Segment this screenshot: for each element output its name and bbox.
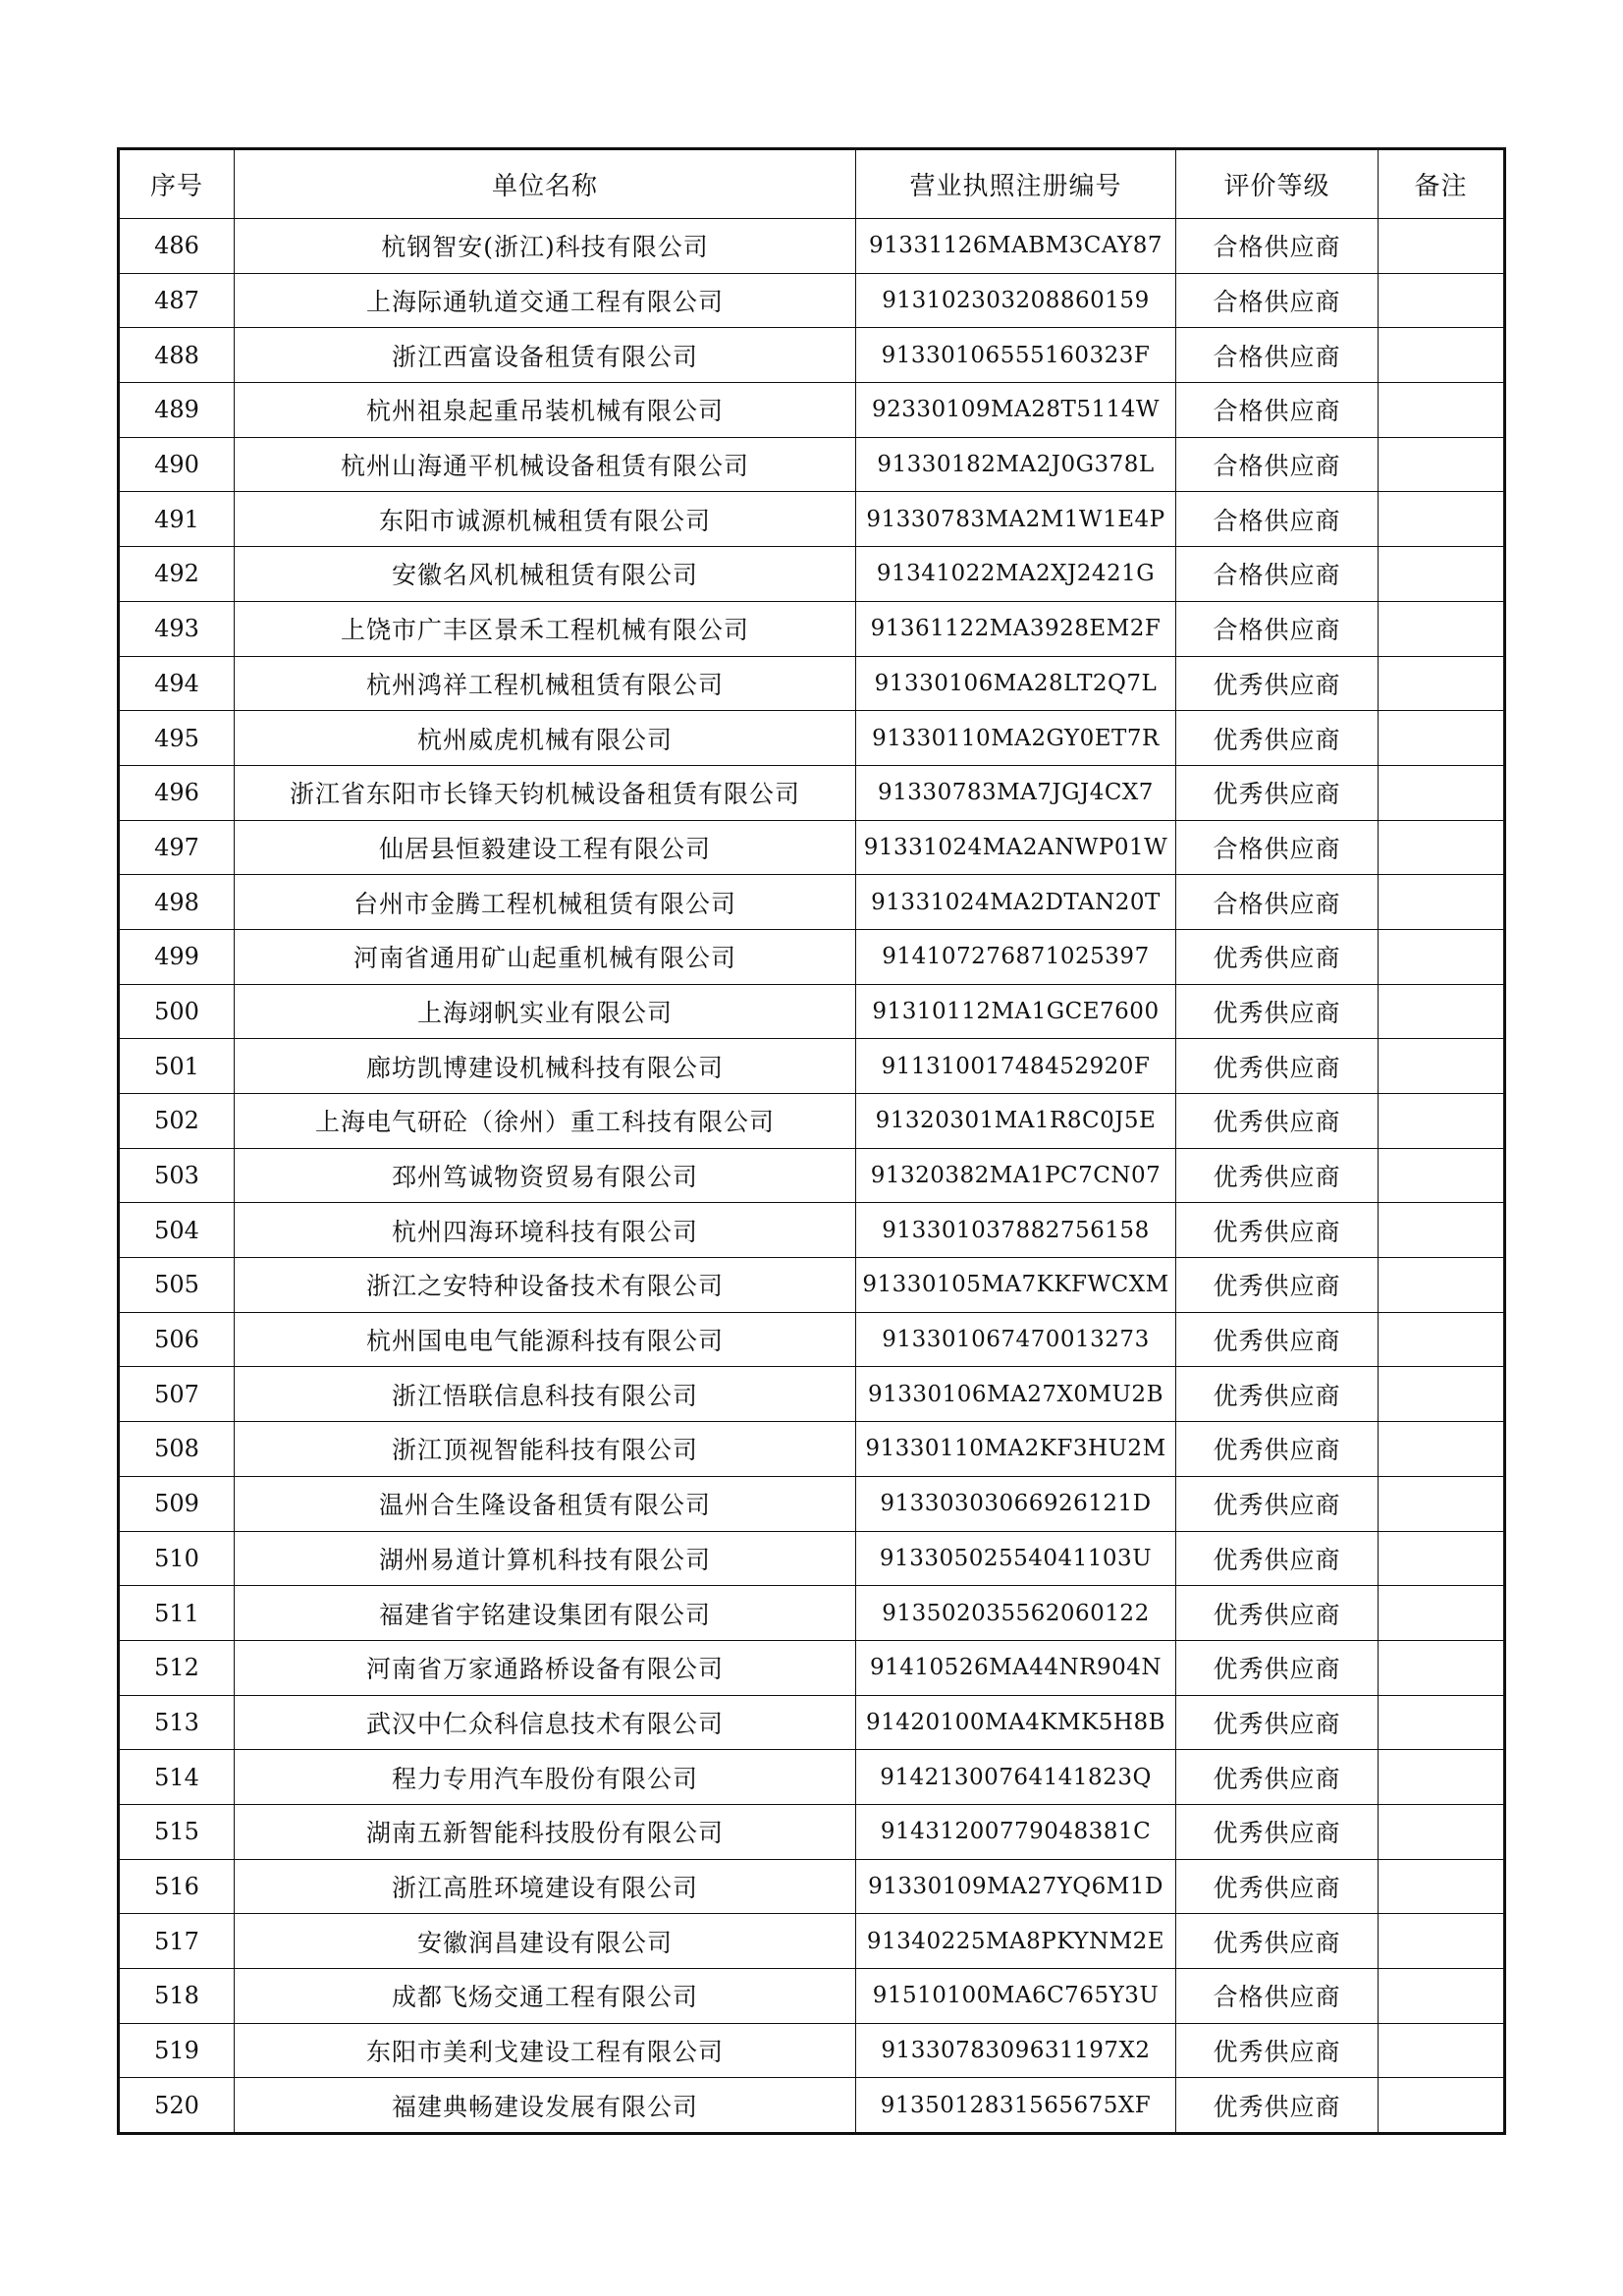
- header-rating-grade: 评价等级: [1176, 149, 1379, 219]
- cell-serial-number: 511: [119, 1586, 235, 1641]
- cell-serial-number: 498: [119, 875, 235, 930]
- cell-remarks: [1379, 820, 1505, 875]
- cell-remarks: [1379, 1094, 1505, 1149]
- cell-rating-grade: 优秀供应商: [1176, 711, 1379, 766]
- cell-remarks: [1379, 1969, 1505, 2024]
- cell-remarks: [1379, 437, 1505, 492]
- cell-serial-number: 506: [119, 1312, 235, 1367]
- cell-rating-grade: 合格供应商: [1176, 1969, 1379, 2024]
- cell-rating-grade: 合格供应商: [1176, 601, 1379, 656]
- table-row: [119, 765, 1505, 820]
- table-row: [119, 1476, 1505, 1531]
- header-company-name: 单位名称: [235, 149, 856, 219]
- cell-rating-grade: 优秀供应商: [1176, 2023, 1379, 2078]
- cell-rating-grade: 优秀供应商: [1176, 1203, 1379, 1258]
- cell-rating-grade: 优秀供应商: [1176, 1039, 1379, 1094]
- cell-company-name: 杭州鸿祥工程机械租赁有限公司: [235, 656, 856, 711]
- cell-license-number: 9135012831565675XF: [856, 2078, 1176, 2134]
- table-row: [119, 984, 1505, 1039]
- cell-license-number: 91340225MA8PKYNM2E: [856, 1914, 1176, 1969]
- cell-rating-grade: 优秀供应商: [1176, 1476, 1379, 1531]
- cell-serial-number: 488: [119, 328, 235, 383]
- cell-serial-number: 504: [119, 1203, 235, 1258]
- table-row: [119, 1367, 1505, 1422]
- cell-company-name: 上海翊帆实业有限公司: [235, 984, 856, 1039]
- cell-company-name: 福建省宇铭建设集团有限公司: [235, 1586, 856, 1641]
- cell-rating-grade: 优秀供应商: [1176, 929, 1379, 984]
- cell-serial-number: 502: [119, 1094, 235, 1149]
- cell-rating-grade: 优秀供应商: [1176, 2078, 1379, 2134]
- header-remarks: 备注: [1379, 149, 1505, 219]
- cell-serial-number: 497: [119, 820, 235, 875]
- cell-company-name: 安徽名风机械租赁有限公司: [235, 547, 856, 602]
- cell-remarks: [1379, 1367, 1505, 1422]
- cell-license-number: 914107276871025397: [856, 929, 1176, 984]
- table-row: [119, 1422, 1505, 1477]
- cell-serial-number: 489: [119, 383, 235, 438]
- cell-license-number: 91331024MA2DTAN20T: [856, 875, 1176, 930]
- table-header: [119, 149, 1505, 219]
- cell-serial-number: 503: [119, 1148, 235, 1203]
- table-row: [119, 875, 1505, 930]
- cell-company-name: 湖南五新智能科技股份有限公司: [235, 1804, 856, 1859]
- cell-serial-number: 495: [119, 711, 235, 766]
- table-row: [119, 1094, 1505, 1149]
- cell-company-name: 上饶市广丰区景禾工程机械有限公司: [235, 601, 856, 656]
- cell-company-name: 安徽润昌建设有限公司: [235, 1914, 856, 1969]
- cell-remarks: [1379, 1476, 1505, 1531]
- cell-remarks: [1379, 328, 1505, 383]
- cell-license-number: 913301037882756158: [856, 1203, 1176, 1258]
- cell-remarks: [1379, 383, 1505, 438]
- cell-rating-grade: 合格供应商: [1176, 383, 1379, 438]
- cell-serial-number: 518: [119, 1969, 235, 2024]
- cell-rating-grade: 合格供应商: [1176, 820, 1379, 875]
- cell-license-number: 91330110MA2KF3HU2M: [856, 1422, 1176, 1477]
- cell-remarks: [1379, 711, 1505, 766]
- cell-company-name: 福建典畅建设发展有限公司: [235, 2078, 856, 2134]
- table-row: [119, 1969, 1505, 2024]
- cell-serial-number: 490: [119, 437, 235, 492]
- table-row: [119, 711, 1505, 766]
- cell-remarks: [1379, 601, 1505, 656]
- table-row: [119, 1258, 1505, 1313]
- cell-license-number: 91330105MA7KKFWCXM: [856, 1258, 1176, 1313]
- table-row: [119, 547, 1505, 602]
- table-row: [119, 1039, 1505, 1094]
- cell-license-number: 91330783MA2M1W1E4P: [856, 492, 1176, 547]
- cell-serial-number: 519: [119, 2023, 235, 2078]
- cell-remarks: [1379, 273, 1505, 328]
- cell-remarks: [1379, 1750, 1505, 1805]
- header-serial-number: 序号: [119, 149, 235, 219]
- cell-rating-grade: 合格供应商: [1176, 437, 1379, 492]
- cell-rating-grade: 优秀供应商: [1176, 1094, 1379, 1149]
- cell-license-number: 92330109MA28T5114W: [856, 383, 1176, 438]
- header-row: [119, 149, 1505, 219]
- cell-license-number: 91420100MA4KMK5H8B: [856, 1695, 1176, 1750]
- cell-remarks: [1379, 1914, 1505, 1969]
- cell-serial-number: 520: [119, 2078, 235, 2134]
- cell-company-name: 杭州国电电气能源科技有限公司: [235, 1312, 856, 1367]
- table-row: [119, 1804, 1505, 1859]
- cell-company-name: 上海电气研砼（徐州）重工科技有限公司: [235, 1094, 856, 1149]
- header-license-number: 营业执照注册编号: [856, 149, 1176, 219]
- cell-rating-grade: 优秀供应商: [1176, 1422, 1379, 1477]
- cell-company-name: 浙江之安特种设备技术有限公司: [235, 1258, 856, 1313]
- table-row: [119, 219, 1505, 274]
- cell-rating-grade: 优秀供应商: [1176, 656, 1379, 711]
- cell-rating-grade: 优秀供应商: [1176, 1148, 1379, 1203]
- cell-company-name: 廊坊凯博建设机械科技有限公司: [235, 1039, 856, 1094]
- cell-company-name: 河南省万家通路桥设备有限公司: [235, 1640, 856, 1695]
- table-row: [119, 1695, 1505, 1750]
- cell-remarks: [1379, 1148, 1505, 1203]
- cell-remarks: [1379, 1586, 1505, 1641]
- table-row: [119, 437, 1505, 492]
- cell-company-name: 浙江高胜环境建设有限公司: [235, 1859, 856, 1914]
- cell-remarks: [1379, 1804, 1505, 1859]
- cell-license-number: 913502035562060122: [856, 1586, 1176, 1641]
- cell-serial-number: 496: [119, 765, 235, 820]
- cell-remarks: [1379, 875, 1505, 930]
- cell-serial-number: 517: [119, 1914, 235, 1969]
- cell-license-number: 91510100MA6C765Y3U: [856, 1969, 1176, 2024]
- cell-remarks: [1379, 1640, 1505, 1695]
- cell-remarks: [1379, 1039, 1505, 1094]
- table-row: [119, 1148, 1505, 1203]
- cell-license-number: 91320301MA1R8C0J5E: [856, 1094, 1176, 1149]
- cell-rating-grade: 优秀供应商: [1176, 1312, 1379, 1367]
- cell-company-name: 东阳市诚源机械租赁有限公司: [235, 492, 856, 547]
- cell-license-number: 91330106MA27X0MU2B: [856, 1367, 1176, 1422]
- table-row: [119, 1640, 1505, 1695]
- cell-license-number: 91310112MA1GCE7600: [856, 984, 1176, 1039]
- cell-company-name: 程力专用汽车股份有限公司: [235, 1750, 856, 1805]
- cell-license-number: 91330182MA2J0G378L: [856, 437, 1176, 492]
- cell-company-name: 浙江西富设备租赁有限公司: [235, 328, 856, 383]
- cell-license-number: 91331024MA2ANWP01W: [856, 820, 1176, 875]
- table-row: [119, 1914, 1505, 1969]
- cell-serial-number: 510: [119, 1531, 235, 1586]
- table-row: [119, 1312, 1505, 1367]
- cell-serial-number: 505: [119, 1258, 235, 1313]
- cell-serial-number: 486: [119, 219, 235, 274]
- cell-rating-grade: 合格供应商: [1176, 273, 1379, 328]
- cell-company-name: 杭州山海通平机械设备租赁有限公司: [235, 437, 856, 492]
- cell-serial-number: 508: [119, 1422, 235, 1477]
- cell-company-name: 上海际通轨道交通工程有限公司: [235, 273, 856, 328]
- cell-rating-grade: 优秀供应商: [1176, 1586, 1379, 1641]
- cell-license-number: 91421300764141823Q: [856, 1750, 1176, 1805]
- cell-serial-number: 515: [119, 1804, 235, 1859]
- table-row: [119, 383, 1505, 438]
- cell-license-number: 91361122MA3928EM2F: [856, 601, 1176, 656]
- table-row: [119, 1750, 1505, 1805]
- cell-company-name: 湖州易道计算机科技有限公司: [235, 1531, 856, 1586]
- table-row: [119, 328, 1505, 383]
- cell-remarks: [1379, 547, 1505, 602]
- cell-license-number: 91131001748452920F: [856, 1039, 1176, 1094]
- cell-remarks: [1379, 765, 1505, 820]
- cell-company-name: 仙居县恒毅建设工程有限公司: [235, 820, 856, 875]
- cell-rating-grade: 合格供应商: [1176, 492, 1379, 547]
- cell-serial-number: 494: [119, 656, 235, 711]
- cell-serial-number: 509: [119, 1476, 235, 1531]
- table-row: [119, 820, 1505, 875]
- cell-remarks: [1379, 1258, 1505, 1313]
- cell-license-number: 91331126MABM3CAY87: [856, 219, 1176, 274]
- cell-license-number: 91330110MA2GY0ET7R: [856, 711, 1176, 766]
- cell-serial-number: 501: [119, 1039, 235, 1094]
- cell-remarks: [1379, 219, 1505, 274]
- cell-license-number: 91330303066926121D: [856, 1476, 1176, 1531]
- cell-rating-grade: 优秀供应商: [1176, 1750, 1379, 1805]
- cell-remarks: [1379, 656, 1505, 711]
- table-row: [119, 656, 1505, 711]
- table-row: [119, 2078, 1505, 2134]
- cell-license-number: 913102303208860159: [856, 273, 1176, 328]
- cell-remarks: [1379, 929, 1505, 984]
- cell-rating-grade: 优秀供应商: [1176, 1804, 1379, 1859]
- cell-remarks: [1379, 1859, 1505, 1914]
- cell-rating-grade: 合格供应商: [1176, 219, 1379, 274]
- cell-rating-grade: 合格供应商: [1176, 875, 1379, 930]
- cell-rating-grade: 优秀供应商: [1176, 1859, 1379, 1914]
- cell-company-name: 杭钢智安(浙江)科技有限公司: [235, 219, 856, 274]
- cell-license-number: 91341022MA2XJ2421G: [856, 547, 1176, 602]
- cell-remarks: [1379, 492, 1505, 547]
- cell-rating-grade: 优秀供应商: [1176, 1640, 1379, 1695]
- cell-rating-grade: 优秀供应商: [1176, 984, 1379, 1039]
- cell-license-number: 91330502554041103U: [856, 1531, 1176, 1586]
- cell-serial-number: 491: [119, 492, 235, 547]
- cell-remarks: [1379, 1203, 1505, 1258]
- cell-license-number: 9133078309631197X2: [856, 2023, 1176, 2078]
- cell-rating-grade: 合格供应商: [1176, 328, 1379, 383]
- table-row: [119, 1859, 1505, 1914]
- cell-rating-grade: 优秀供应商: [1176, 1531, 1379, 1586]
- cell-license-number: 91330783MA7JGJ4CX7: [856, 765, 1176, 820]
- table-row: [119, 929, 1505, 984]
- cell-company-name: 浙江悟联信息科技有限公司: [235, 1367, 856, 1422]
- table-row: [119, 2023, 1505, 2078]
- table-body: [119, 219, 1505, 2134]
- cell-rating-grade: 优秀供应商: [1176, 1367, 1379, 1422]
- table-row: [119, 1586, 1505, 1641]
- cell-remarks: [1379, 1531, 1505, 1586]
- cell-company-name: 杭州祖泉起重吊装机械有限公司: [235, 383, 856, 438]
- cell-company-name: 温州合生隆设备租赁有限公司: [235, 1476, 856, 1531]
- cell-serial-number: 513: [119, 1695, 235, 1750]
- cell-company-name: 武汉中仁众科信息技术有限公司: [235, 1695, 856, 1750]
- cell-company-name: 台州市金腾工程机械租赁有限公司: [235, 875, 856, 930]
- cell-rating-grade: 优秀供应商: [1176, 1258, 1379, 1313]
- table-row: [119, 601, 1505, 656]
- cell-serial-number: 492: [119, 547, 235, 602]
- cell-serial-number: 516: [119, 1859, 235, 1914]
- cell-license-number: 91330109MA27YQ6M1D: [856, 1859, 1176, 1914]
- cell-remarks: [1379, 1422, 1505, 1477]
- supplier-table: [117, 147, 1506, 2135]
- table-row: [119, 1203, 1505, 1258]
- cell-rating-grade: 优秀供应商: [1176, 1914, 1379, 1969]
- supplier-table-container: [117, 147, 1503, 2135]
- cell-serial-number: 512: [119, 1640, 235, 1695]
- cell-remarks: [1379, 1695, 1505, 1750]
- cell-company-name: 河南省通用矿山起重机械有限公司: [235, 929, 856, 984]
- cell-company-name: 浙江顶视智能科技有限公司: [235, 1422, 856, 1477]
- cell-license-number: 91410526MA44NR904N: [856, 1640, 1176, 1695]
- cell-remarks: [1379, 984, 1505, 1039]
- cell-serial-number: 514: [119, 1750, 235, 1805]
- table-row: [119, 1531, 1505, 1586]
- cell-serial-number: 499: [119, 929, 235, 984]
- cell-rating-grade: 合格供应商: [1176, 547, 1379, 602]
- cell-company-name: 杭州威虎机械有限公司: [235, 711, 856, 766]
- cell-license-number: 913301067470013273: [856, 1312, 1176, 1367]
- cell-company-name: 邳州笃诚物资贸易有限公司: [235, 1148, 856, 1203]
- cell-company-name: 东阳市美利戈建设工程有限公司: [235, 2023, 856, 2078]
- cell-remarks: [1379, 2023, 1505, 2078]
- cell-license-number: 91320382MA1PC7CN07: [856, 1148, 1176, 1203]
- cell-license-number: 91431200779048381C: [856, 1804, 1176, 1859]
- cell-rating-grade: 优秀供应商: [1176, 765, 1379, 820]
- cell-rating-grade: 优秀供应商: [1176, 1695, 1379, 1750]
- cell-serial-number: 493: [119, 601, 235, 656]
- table-row: [119, 492, 1505, 547]
- cell-company-name: 杭州四海环境科技有限公司: [235, 1203, 856, 1258]
- cell-serial-number: 500: [119, 984, 235, 1039]
- cell-company-name: 浙江省东阳市长锋天钧机械设备租赁有限公司: [235, 765, 856, 820]
- cell-license-number: 91330106555160323F: [856, 328, 1176, 383]
- cell-serial-number: 507: [119, 1367, 235, 1422]
- table-row: [119, 273, 1505, 328]
- cell-remarks: [1379, 1312, 1505, 1367]
- cell-remarks: [1379, 2078, 1505, 2134]
- cell-license-number: 91330106MA28LT2Q7L: [856, 656, 1176, 711]
- cell-serial-number: 487: [119, 273, 235, 328]
- cell-company-name: 成都飞炀交通工程有限公司: [235, 1969, 856, 2024]
